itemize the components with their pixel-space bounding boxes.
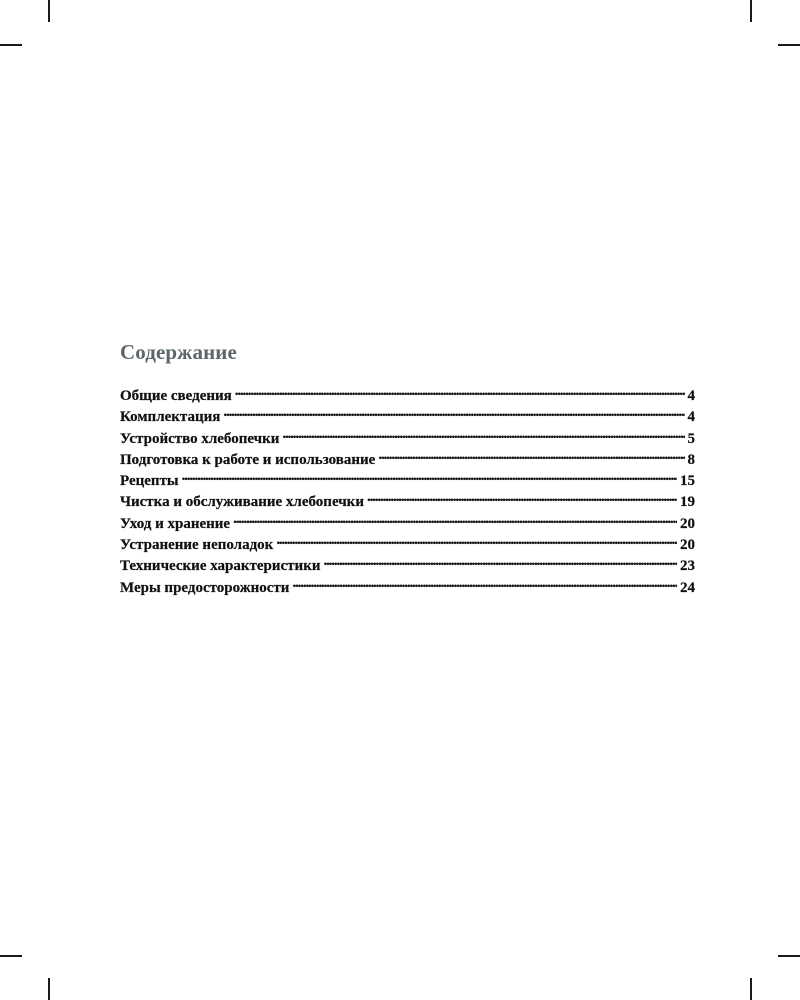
- crop-mark-bottom-left-horizontal: [0, 955, 22, 957]
- toc-title: Содержание: [120, 340, 237, 364]
- toc-dot-leader: [378, 449, 684, 464]
- toc-entry[interactable]: [120, 555, 695, 576]
- toc-entry-label: Общие сведения: [120, 388, 232, 404]
- toc-entry-label: Технические характеристики: [120, 558, 321, 575]
- toc-entry-label: Комплектация: [120, 409, 221, 426]
- toc-entry-page: 8: [687, 451, 695, 468]
- toc-dot-leader: [233, 513, 677, 528]
- toc-entry[interactable]: [120, 406, 695, 427]
- crop-mark-top-left-horizontal: [0, 44, 22, 46]
- toc-entry[interactable]: [120, 491, 695, 512]
- toc-entry[interactable]: [120, 449, 695, 470]
- toc-entry-page: 24: [680, 579, 695, 596]
- toc-dot-leader: [282, 428, 684, 443]
- crop-mark-bottom-right-vertical: [750, 978, 752, 1000]
- toc-entry-page: 20: [680, 537, 695, 554]
- toc-entry-label: Устройство хлебопечки: [120, 430, 280, 447]
- crop-mark-top-right-horizontal: [778, 44, 800, 46]
- toc-entry[interactable]: [120, 513, 695, 534]
- toc-dot-leader: [292, 577, 677, 592]
- toc-entry-page: 4: [687, 388, 695, 404]
- toc-entry-label: Чистка и обслуживание хлебопечки: [120, 494, 364, 511]
- toc-entry-page: 4: [687, 409, 695, 426]
- toc-entry-label: Устранение неполадок: [120, 537, 274, 554]
- toc-dot-leader: [235, 385, 685, 400]
- toc-list: [120, 385, 695, 598]
- toc-entry-label: Рецепты: [120, 473, 179, 490]
- toc-entry[interactable]: [120, 428, 695, 449]
- toc-entry[interactable]: [120, 534, 695, 555]
- toc-entry-page: 15: [680, 473, 695, 490]
- toc-entry[interactable]: [120, 470, 695, 491]
- toc-entry-label: Меры предосторожности: [120, 579, 290, 596]
- toc-dot-leader: [323, 555, 677, 570]
- crop-mark-top-right-vertical: [750, 0, 752, 22]
- toc-dot-leader: [367, 491, 677, 506]
- toc-entry-label: Уход и хранение: [120, 515, 231, 532]
- toc-entry[interactable]: [120, 385, 695, 406]
- toc-entry-page: 23: [680, 558, 695, 575]
- toc-dot-leader: [182, 470, 677, 485]
- toc-dot-leader: [276, 534, 677, 549]
- toc-entry-page: 19: [680, 494, 695, 511]
- toc-entry-label: Подготовка к работе и использование: [120, 451, 376, 468]
- crop-mark-top-left-vertical: [48, 0, 50, 22]
- toc-entry[interactable]: [120, 577, 695, 598]
- table-of-contents: [120, 340, 695, 598]
- toc-entry-page: 5: [687, 430, 695, 447]
- toc-entry-page: 20: [680, 515, 695, 532]
- toc-dot-leader: [223, 406, 684, 421]
- crop-mark-bottom-left-vertical: [48, 978, 50, 1000]
- crop-mark-bottom-right-horizontal: [778, 955, 800, 957]
